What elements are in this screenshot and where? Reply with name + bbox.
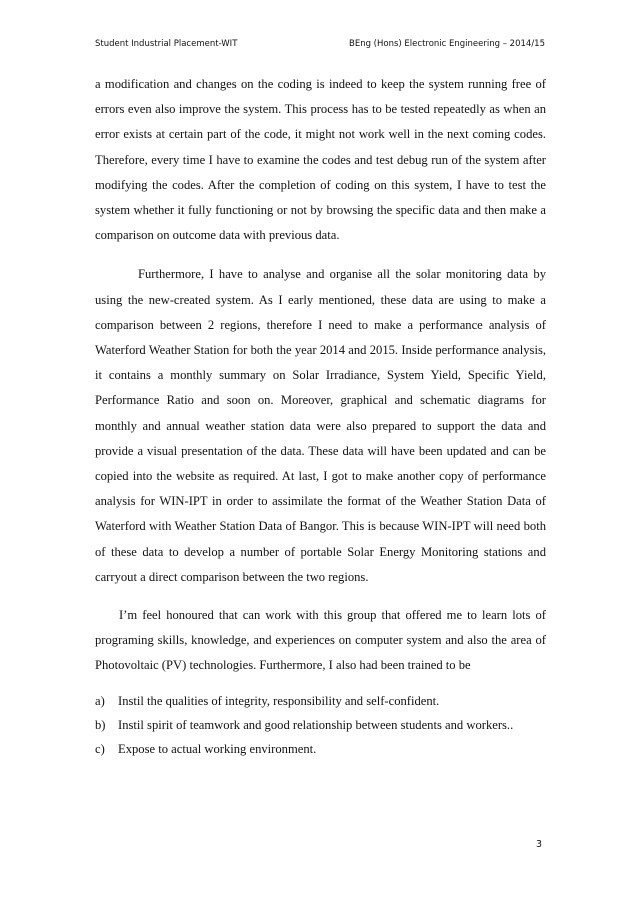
paragraph: a modification and changes on the coding is indeed to keep the system running free of errors even also improve the system. This process has to be tested repeatedly as when an error exists at certain part of the code, it might not work well in the next coming codes. Therefore, every time I have to examine the codes and test debug run of the system after modifying the codes. After the completion of coding on this system, I have to test the system whether it fully functioning or not by browsing the specific data and then make a comparison on outcome data with previous data.	[95, 77, 546, 243]
list-marker: c)	[95, 741, 105, 756]
training-list	[95, 689, 546, 761]
header-left-text: Student Industrial Placement-WIT	[95, 39, 238, 49]
list-item-text: Expose to actual working environment.	[118, 741, 317, 756]
paragraph: Furthermore, I have to analyse and organise all the solar monitoring data by using the new-created system. As I early mentioned, these data are using to make a comparison between 2 regions, therefore I need to make a performance analysis of Waterford Weather Station for both the year 2014 and 2015. Inside performance analysis, it contains a monthly summary on Solar Irradiance, System Yield, Specific Yield, Performance Ratio and soon on. Moreover, graphical and schematic diagrams for monthly and annual weather station data were also prepared to support the data and provide a visual presentation of the data. These data will have been updated and can be copied into the website as required. At last, I got to make another copy of performance analysis for WIN-IPT in order to assimilate the format of the Weather Station Data of Waterford with Weather Station Data of Bangor. This is because WIN-IPT will need both of these data to develop a number of portable Solar Energy Monitoring stations and carryout a direct comparison between the two regions.	[95, 267, 546, 584]
list-item-text: Instil spirit of teamwork and good relationship between students and workers..	[118, 717, 514, 732]
page-number: 3	[535, 839, 542, 850]
paragraph: I’m feel honoured that can work with this group that offered me to learn lots of programing skills, knowledge, and experiences on computer system and also the area of Photovoltaic (PV) technologies. Furthermore, I also had been trained to be	[95, 608, 546, 673]
header-right-text: BEng (Hons) Electronic Engineering – 2014/15	[349, 39, 545, 49]
list-item	[95, 689, 546, 713]
list-marker: a)	[95, 693, 105, 708]
list-marker: b)	[95, 717, 106, 732]
body-text	[95, 72, 546, 761]
list-item-text: Instil the qualities of integrity, responsibility and self-confident.	[118, 693, 440, 708]
list-item	[95, 737, 546, 761]
page-header	[95, 39, 545, 55]
list-item	[95, 713, 546, 737]
